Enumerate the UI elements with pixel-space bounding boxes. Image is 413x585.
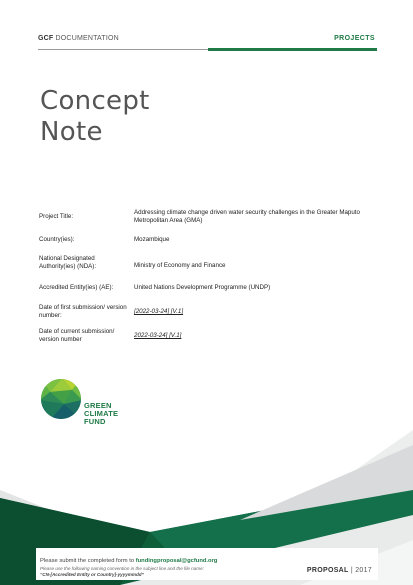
current-submission-value: 2022-03-24] [V.1] — [134, 332, 182, 339]
title-line-2: Note — [40, 117, 103, 147]
title-line-1: Concept — [40, 86, 150, 116]
footer-submit-text: Please submit the completed form to — [40, 558, 136, 564]
project-title-label: Project Title: — [39, 213, 74, 220]
header-section-label: PROJECTS — [334, 35, 375, 42]
footer-naming-text: Please use the following naming convention in the subject line and the file name: — [40, 566, 204, 571]
page-title — [40, 86, 150, 148]
footer-year: | 2017 — [350, 567, 372, 574]
header-documentation: DOCUMENTATION — [53, 35, 119, 42]
footer-naming-format: “CN-[Accredited Entity or Country]-yyyymmdd” — [40, 572, 144, 577]
footer-proposal: PROPOSAL — [306, 567, 349, 574]
footer-proposal-label — [307, 567, 372, 574]
nda-label: National Designated Authority(ies) (NDA): — [39, 255, 97, 270]
header-rule-grey — [38, 49, 208, 50]
nda-value: Ministry of Economy and Finance — [134, 262, 226, 269]
header-gcf: GCF — [38, 35, 54, 42]
first-submission-label: Date of first submission/ version number: — [39, 304, 127, 319]
footer-submit-line — [40, 558, 217, 564]
ae-value: United Nations Development Programme (UNDP) — [134, 284, 271, 291]
page-footer — [36, 548, 378, 580]
footer-email-link[interactable]: fundingproposal@gcfund.org — [135, 558, 218, 564]
ae-label: Accredited Entity(ies) (AE): — [39, 284, 114, 291]
country-label: Country(ies): — [39, 236, 75, 243]
logo-line-1: GREEN — [84, 401, 112, 410]
project-title-value: Addressing climate change driven water security challenges in the Greater Maputo Metropolitan Area (GMA) — [134, 209, 360, 224]
country-value: Mozambique — [134, 236, 170, 243]
header-doc-label — [38, 35, 119, 42]
gcf-globe-logo-icon — [40, 378, 82, 420]
logo-line-3: FUND — [84, 417, 106, 426]
logo-line-2: CLIMATE — [84, 409, 119, 418]
header-rule-green — [208, 48, 377, 51]
current-submission-label: Date of current submission/ version number — [39, 328, 115, 343]
first-submission-value: [2022-03-24] [V.1] — [134, 308, 184, 315]
